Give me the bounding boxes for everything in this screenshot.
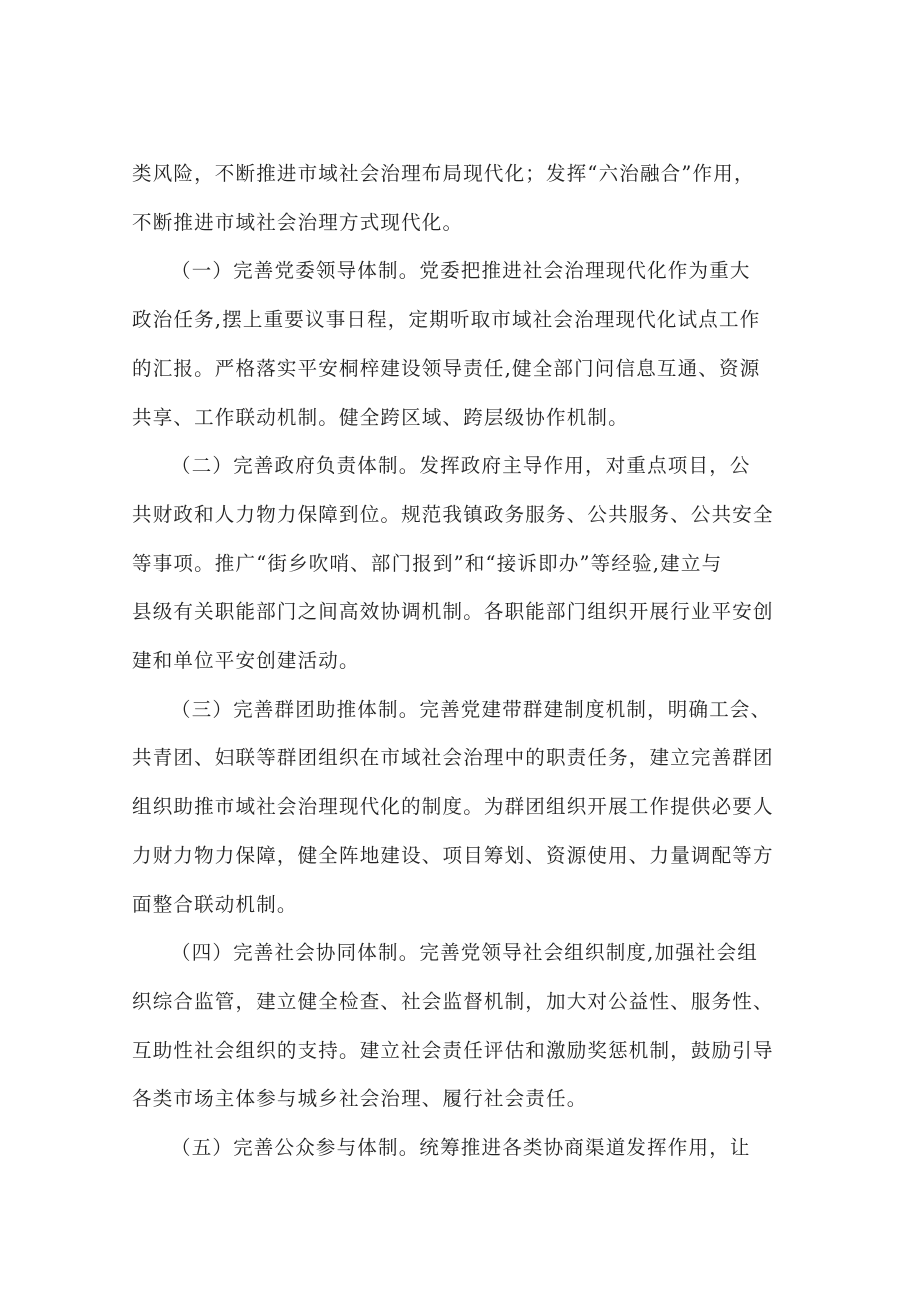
- paragraph-section-4: [132, 929, 804, 1124]
- text-line: 共享、工作联动机制。健全跨区域、跨层级协作机制。: [132, 405, 629, 429]
- text-line: （五）完善公众参与体制。统筹推进各类协商渠道发挥作用，让: [171, 1136, 751, 1160]
- text-line: 共财政和人力物力保障到位。规范我镇政务服务、公共服务、公共安全: [132, 502, 774, 526]
- paragraph-intro: [132, 150, 804, 247]
- text-line: （四）完善社会协同体制。完善党领导社会组织制度,加强社会组: [171, 941, 758, 965]
- text-line: 政治任务,摆上重要议事日程，定期听取市域社会治理现代化试点工作: [132, 308, 761, 332]
- text-line: （三）完善群团助推体制。完善党建带群建制度机制，明确工会、: [171, 697, 772, 721]
- text-line: 的汇报。严格落实平安桐梓建设领导责任,健全部门问信息互通、资源: [132, 356, 761, 380]
- paragraph-section-2: [132, 442, 804, 686]
- paragraph-section-5: [132, 1124, 804, 1173]
- text-line: 类风险，不断推进市域社会治理布局现代化；发挥“六治融合”作用，: [132, 162, 755, 185]
- text-line: 组织助推市域社会治理现代化的制度。为群团组织开展工作提供必要人: [132, 795, 774, 819]
- paragraph-section-1: [132, 247, 804, 442]
- text-line: 力财力物力保障，健全阵地建设、项目筹划、资源使用、力量调配等方: [132, 843, 774, 867]
- text-line: 不断推进市域社会治理方式现代化。: [132, 210, 464, 234]
- text-line: （二）完善政府负责体制。发挥政府主导作用，对重点项目，公: [171, 454, 751, 478]
- text-line: 面整合联动机制。: [132, 892, 298, 916]
- text-line: 建和单位平安创建活动。: [132, 649, 360, 673]
- text-line: 共青团、妇联等群团组织在市域社会治理中的职责任务，建立完善群团: [132, 746, 774, 770]
- paragraph-section-3: [132, 686, 804, 930]
- text-line: 各类市场主体参与城乡社会治理、履行社会责任。: [132, 1087, 588, 1111]
- text-line: 织综合监管，建立健全检查、社会监督机制，加大对公益性、服务性、: [132, 989, 774, 1013]
- text-line: 县级有关职能部门之间高效协调机制。各职能部门组织开展行业平安创: [132, 600, 774, 624]
- text-line: 互助性社会组织的支持。建立社会责任评估和激励奖惩机制，鼓励引导: [132, 1038, 774, 1062]
- text-line: 等事项。推广“街乡吹哨、部门报到”和“接诉即办”等经验,建立与: [132, 551, 723, 575]
- document-body: [132, 150, 804, 1173]
- text-line: （一）完善党委领导体制。党委把推进社会治理现代化作为重大: [171, 259, 751, 283]
